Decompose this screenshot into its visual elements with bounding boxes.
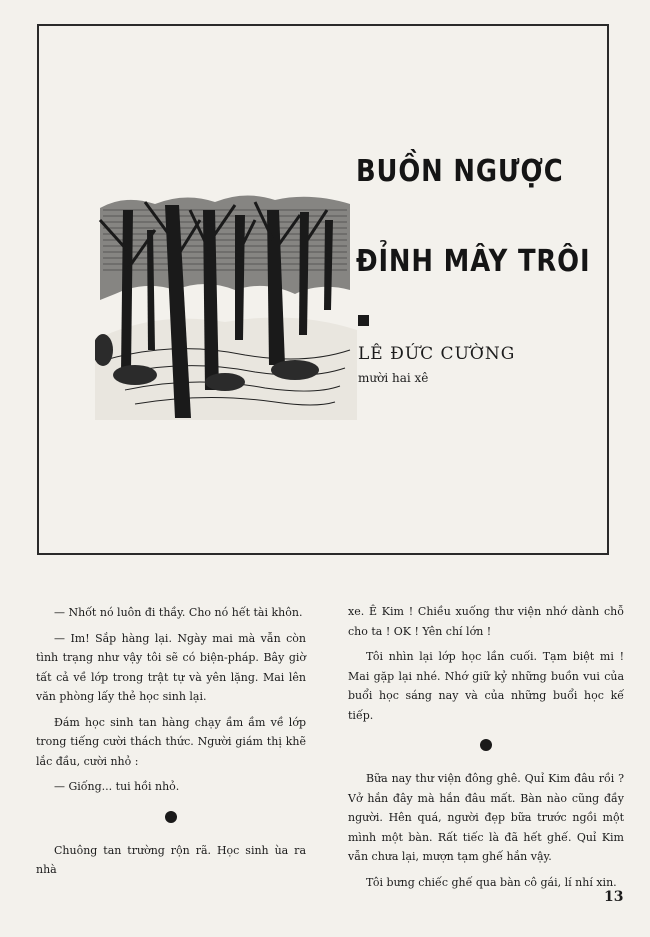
- author-name: LÊ ĐỨC CƯỜNG: [358, 344, 516, 364]
- right-column: [348, 602, 624, 898]
- author-subtitle: mười hai xê: [358, 371, 429, 385]
- section-dot-icon: [480, 739, 492, 751]
- paragraph: Đám học sinh tan hàng chạy ầm ầm về lớp trong tiếng cười thách thức. Người giám thị khẽ lắc đầu, cười nhỏ :: [36, 715, 306, 768]
- paragraph: Bữa nay thư viện đông ghê. Quỉ Kim đâu rồi ? Vở hắn đây mà hắn đâu mất. Bàn nào cũng đầy người. Hên quá, người đẹp bữa trước ngồi một mình một bàn. Rất tiếc là đã hết ghế. Quỉ Kim vẫn chưa lại, mượn tạm ghế hắn vậy.: [348, 772, 624, 863]
- paragraph: Chuông tan trường rộn rã. Học sinh ùa ra nhà: [36, 843, 306, 876]
- paragraph: — Nhốt nó luôn đi thầy. Cho nó hết tài khôn.: [54, 606, 303, 619]
- forest-woodcut-icon: [95, 190, 357, 420]
- paragraph: Tôi bưng chiếc ghế qua bàn cô gái, lí nhí xin.: [366, 875, 617, 889]
- section-dot-icon: [165, 811, 177, 823]
- paragraph: — Im! Sắp hàng lại. Ngày mai mà vẫn còn tình trạng như vậy tôi sẽ có biện-pháp. Bây giờ tất cả về lớp trong trật tự và yên lặng. Mai lên văn phòng lấy thẻ học sinh lại.: [36, 631, 306, 703]
- paragraph: Tôi nhìn lại lớp học lần cuối. Tạm biệt mi ! Mai gặp lại nhé. Nhớ giữ kỷ những buồn vui của buổi học sáng nay và của những buổi học kế tiếp.: [348, 650, 624, 722]
- left-column: [36, 603, 306, 886]
- paragraph: — Giống... tui hồi nhỏ.: [54, 780, 180, 793]
- paragraph: xe. Ê Kim ! Chiều xuống thư viện nhớ dành chỗ cho ta ! OK ! Yên chí lớn !: [348, 605, 624, 638]
- title-line-1: BUỒN NGƯỢC: [356, 154, 564, 189]
- page-number: 13: [604, 889, 624, 905]
- title-line-2: ĐỈNH MÂY TRÔI: [356, 244, 591, 279]
- square-bullet-icon: [358, 315, 369, 326]
